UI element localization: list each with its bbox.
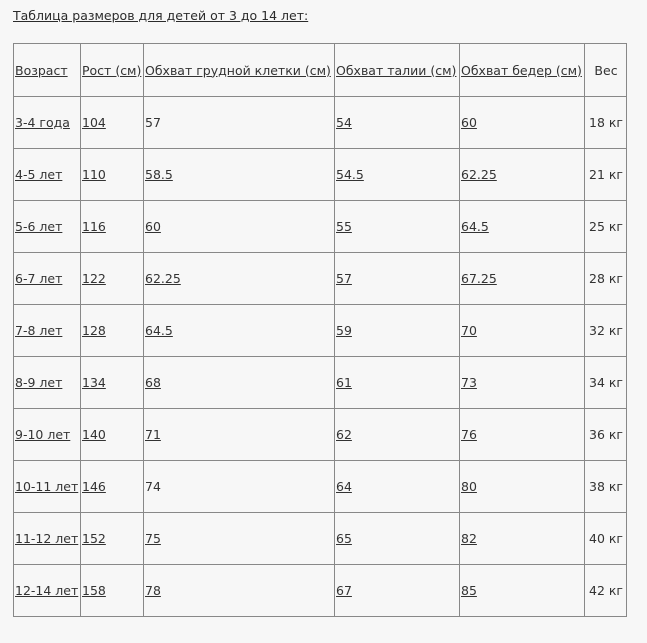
cell-age: 10-11 лет: [14, 461, 81, 513]
cell-weight: 34 кг: [585, 357, 627, 409]
cell-chest: 60: [144, 201, 335, 253]
cell-hips: 62.25: [460, 149, 585, 201]
cell-weight: 32 кг: [585, 305, 627, 357]
cell-height: 146: [81, 461, 144, 513]
table-row: [14, 149, 627, 201]
cell-hips: 67.25: [460, 253, 585, 305]
cell-age: 11-12 лет: [14, 513, 81, 565]
cell-chest: 78: [144, 565, 335, 617]
cell-height: 110: [81, 149, 144, 201]
header-waist: Обхват талии (см): [335, 44, 460, 97]
cell-chest: 75: [144, 513, 335, 565]
cell-weight: 40 кг: [585, 513, 627, 565]
cell-height: 152: [81, 513, 144, 565]
cell-waist: 61: [335, 357, 460, 409]
cell-age: 6-7 лет: [14, 253, 81, 305]
cell-waist: 54.5: [335, 149, 460, 201]
cell-waist: 67: [335, 565, 460, 617]
cell-weight: 21 кг: [585, 149, 627, 201]
cell-chest: 68: [144, 357, 335, 409]
cell-hips: 82: [460, 513, 585, 565]
cell-weight: 42 кг: [585, 565, 627, 617]
cell-age: 9-10 лет: [14, 409, 81, 461]
table-row: [14, 513, 627, 565]
cell-chest: 57: [144, 97, 335, 149]
table-row: [14, 97, 627, 149]
table-title: Таблица размеров для детей от 3 до 14 лет:: [13, 8, 309, 23]
cell-age: 5-6 лет: [14, 201, 81, 253]
table-row: [14, 253, 627, 305]
cell-weight: 28 кг: [585, 253, 627, 305]
table-row: [14, 305, 627, 357]
table-row: [14, 201, 627, 253]
cell-age: 3-4 года: [14, 97, 81, 149]
cell-waist: 54: [335, 97, 460, 149]
header-row: [14, 44, 627, 97]
cell-chest: 71: [144, 409, 335, 461]
cell-hips: 60: [460, 97, 585, 149]
cell-waist: 57: [335, 253, 460, 305]
header-hips: Обхват бедер (см): [460, 44, 585, 97]
cell-weight: 36 кг: [585, 409, 627, 461]
cell-age: 8-9 лет: [14, 357, 81, 409]
table-row: [14, 409, 627, 461]
cell-height: 134: [81, 357, 144, 409]
cell-hips: 80: [460, 461, 585, 513]
cell-waist: 59: [335, 305, 460, 357]
cell-height: 116: [81, 201, 144, 253]
cell-chest: 62.25: [144, 253, 335, 305]
cell-age: 12-14 лет: [14, 565, 81, 617]
cell-hips: 76: [460, 409, 585, 461]
table-row: [14, 565, 627, 617]
table-row: [14, 461, 627, 513]
cell-chest: 64.5: [144, 305, 335, 357]
cell-height: 128: [81, 305, 144, 357]
header-height: Рост (см): [81, 44, 144, 97]
cell-waist: 62: [335, 409, 460, 461]
cell-waist: 55: [335, 201, 460, 253]
table-row: [14, 357, 627, 409]
cell-hips: 85: [460, 565, 585, 617]
cell-weight: 38 кг: [585, 461, 627, 513]
cell-hips: 70: [460, 305, 585, 357]
cell-height: 140: [81, 409, 144, 461]
cell-hips: 73: [460, 357, 585, 409]
cell-height: 122: [81, 253, 144, 305]
header-age: Возраст: [14, 44, 81, 97]
header-chest: Обхват грудной клетки (см): [144, 44, 335, 97]
header-weight: Вес: [585, 44, 627, 97]
cell-age: 7-8 лет: [14, 305, 81, 357]
cell-height: 104: [81, 97, 144, 149]
cell-chest: 74: [144, 461, 335, 513]
cell-weight: 25 кг: [585, 201, 627, 253]
cell-age: 4-5 лет: [14, 149, 81, 201]
size-table: [13, 43, 627, 617]
cell-hips: 64.5: [460, 201, 585, 253]
cell-chest: 58.5: [144, 149, 335, 201]
cell-waist: 64: [335, 461, 460, 513]
cell-weight: 18 кг: [585, 97, 627, 149]
cell-waist: 65: [335, 513, 460, 565]
cell-height: 158: [81, 565, 144, 617]
